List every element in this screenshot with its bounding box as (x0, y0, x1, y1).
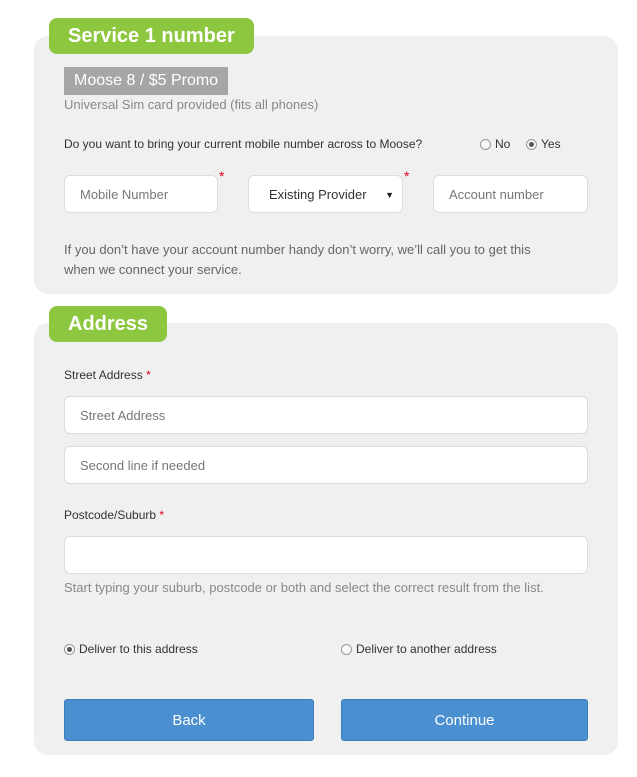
radio-unchecked-icon[interactable] (341, 644, 352, 655)
existing-provider-select[interactable] (248, 175, 403, 213)
second-line-input[interactable] (64, 446, 588, 484)
port-option-yes-label: Yes (541, 137, 561, 151)
street-address-label-text: Street Address (64, 368, 143, 382)
caret-down-icon: ▼ (385, 190, 394, 200)
postcode-hint: Start typing your suburb, postcode or both and select the correct result from the list. (64, 580, 544, 595)
radio-checked-icon[interactable] (64, 644, 75, 655)
account-info-line-1: If you don’t have your account number handy don’t worry, we’ll call you to get this (64, 242, 531, 257)
street-address-input[interactable] (64, 396, 588, 434)
required-marker-provider: * (404, 168, 410, 184)
required-marker-street: * (146, 368, 151, 382)
existing-provider-value: Existing Provider (269, 186, 367, 202)
deliver-another-address-label: Deliver to another address (356, 642, 497, 656)
port-option-no-label: No (495, 137, 511, 151)
radio-checked-icon[interactable] (526, 139, 537, 150)
sim-note: Universal Sim card provided (fits all phones) (64, 97, 319, 112)
postcode-suburb-input[interactable] (64, 536, 588, 574)
postcode-suburb-label (64, 508, 164, 522)
required-marker-mobile: * (219, 168, 225, 184)
mobile-number-input[interactable] (64, 175, 218, 213)
back-button[interactable]: Back (64, 699, 314, 741)
account-number-input[interactable] (433, 175, 588, 213)
deliver-another-address-option[interactable] (341, 642, 497, 656)
street-address-label (64, 368, 151, 382)
account-info-line-2: when we connect your service. (64, 262, 242, 277)
address-section-title: Address (49, 306, 167, 342)
service-section-title: Service 1 number (49, 18, 254, 54)
radio-unchecked-icon[interactable] (480, 139, 491, 150)
continue-button[interactable]: Continue (341, 699, 588, 741)
required-marker-postcode: * (159, 508, 165, 522)
plan-badge: Moose 8 / $5 Promo (64, 67, 228, 95)
deliver-this-address-label: Deliver to this address (79, 642, 198, 656)
port-question: Do you want to bring your current mobile number across to Moose? (64, 137, 423, 151)
deliver-this-address-option[interactable] (64, 642, 198, 656)
port-option-yes[interactable] (526, 137, 561, 151)
postcode-suburb-label-text: Postcode/Suburb (64, 508, 157, 522)
port-option-no[interactable] (480, 137, 510, 151)
